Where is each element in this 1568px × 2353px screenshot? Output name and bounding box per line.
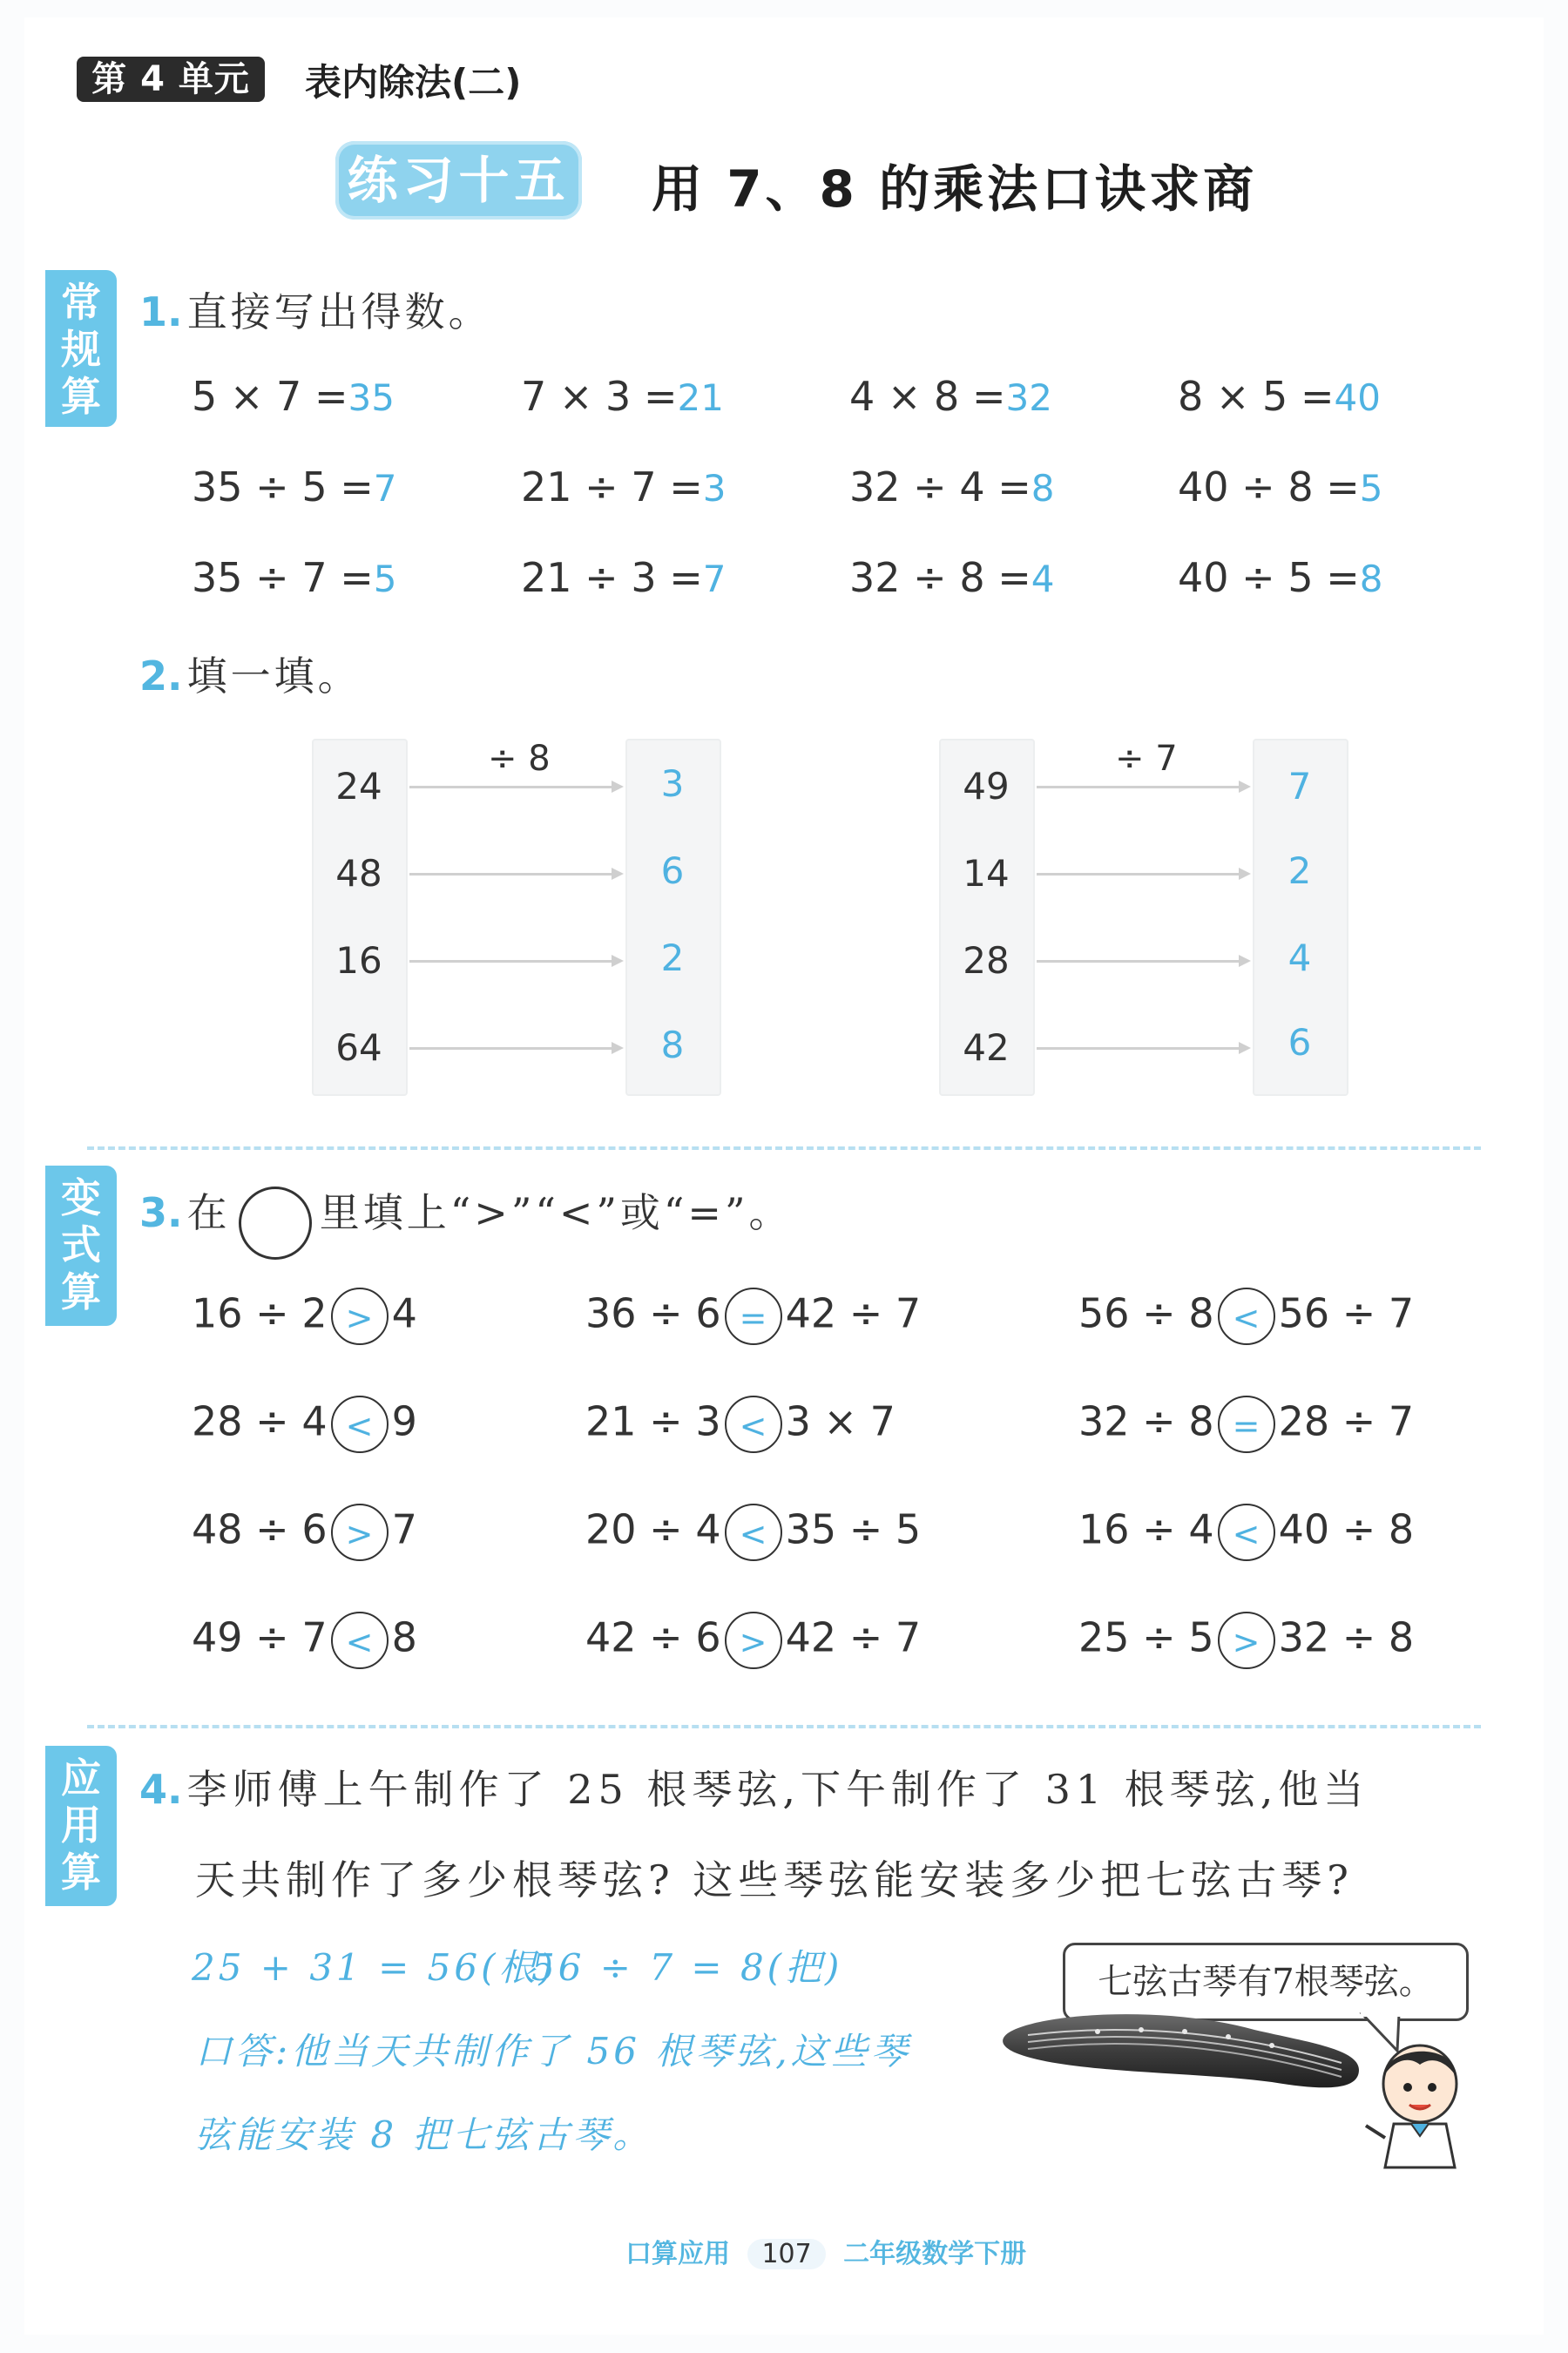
compare-circle: < [331,1612,389,1669]
expression-text: 32 ÷ 8 [1078,1397,1214,1445]
calc-step-1: 25 + 31 = 56(根) [192,1946,557,1989]
expression-text: 42 ÷ 6 [585,1613,721,1661]
operator-label: ÷ 8 [488,739,551,779]
tab-char: 变 [61,1174,101,1221]
expression-text: 49 ÷ 7 [192,1613,328,1661]
arrow [409,1047,620,1050]
output-answer: 4 [1288,936,1312,979]
output-answer: 2 [1288,849,1312,892]
question-text: 在 [186,1189,231,1236]
tab-char: 算 [61,1849,101,1896]
q1-item [192,554,397,601]
tab-char: 应 [61,1755,101,1802]
compare-circle: > [725,1612,782,1669]
expression-text: 40 ÷ 5 = [1178,554,1360,601]
q1-item [192,373,395,420]
output-answer: 6 [1288,1021,1312,1064]
section-divider [87,1725,1481,1728]
tab-char: 常 [61,279,101,326]
compare-circle: > [1218,1612,1275,1669]
output-answer: 7 [1288,765,1312,808]
arrow [409,786,620,788]
lesson-title: 用 7、8 的乘法口诀求商 [652,159,1258,219]
arrow [1037,873,1247,876]
compare-item [192,1504,417,1561]
answer: 5 [373,558,397,600]
tab-applied [45,1746,117,1906]
answer: 7 [702,558,727,600]
answer: 7 [373,467,397,510]
expression-text: 21 ÷ 3 [585,1397,721,1445]
tab-char: 规 [61,326,101,373]
expression-text: 9 [391,1397,417,1445]
expression-text: 32 ÷ 8 = [849,554,1031,601]
q1-item [192,463,397,510]
arrow [1037,960,1247,963]
compare-item [192,1396,417,1453]
answer-line-1: 口答:他当天共制作了 56 根琴弦,这些琴 [195,2030,911,2072]
guqin-icon [993,1951,1376,2108]
compare-item [585,1288,921,1345]
lesson-badge: 练习十五 [335,141,582,220]
answer: 8 [1031,467,1055,510]
answer: 32 [1005,376,1052,419]
question-number: 1. [139,288,183,335]
expression-text: 35 ÷ 5 = [192,463,374,510]
expression-text: 42 ÷ 7 [785,1289,922,1337]
q4-line2: 天共制作了多少根琴弦? 这些琴弦能安装多少把七弦古琴? [195,1856,1354,1903]
compare-item [1078,1504,1414,1561]
question-number: 4. [139,1766,183,1813]
compare-item [1078,1396,1414,1453]
expression-text: 40 ÷ 8 [1278,1505,1415,1553]
expression-text: 42 ÷ 7 [785,1613,922,1661]
unit-title: 表内除法(二) [305,61,522,104]
empty-circle-icon [239,1187,312,1260]
expression-text: 35 ÷ 5 [785,1505,922,1553]
q1-item [521,373,724,420]
answer: 40 [1334,376,1381,419]
arrow [409,960,620,963]
expression-text: 48 ÷ 6 [192,1505,328,1553]
q1-item [1178,373,1381,420]
arrow [1037,1047,1247,1050]
compare-item [585,1396,896,1453]
expression-text: 25 ÷ 5 [1078,1613,1214,1661]
expression-text: 5 × 7 = [192,373,348,420]
expression-text: 36 ÷ 6 [585,1289,721,1337]
compare-circle: < [725,1504,782,1561]
compare-item [1078,1612,1414,1669]
q3-heading [139,1181,793,1260]
expression-text: 21 ÷ 7 = [521,463,703,510]
footer-grade: 二年级数学下册 [843,2239,1027,2269]
expression-text: 35 ÷ 7 = [192,554,374,601]
input-value: 24 [335,765,382,808]
question-text: 填一填。 [186,652,362,700]
arrow [1037,786,1247,788]
input-value: 16 [335,939,382,982]
expression-text: 16 ÷ 4 [1078,1505,1214,1553]
expression-text: 8 × 5 = [1178,373,1335,420]
q1-item [521,554,727,601]
question-text: 李师傅上午制作了 25 根琴弦,下午制作了 31 根琴弦,他当 [186,1766,1369,1813]
unit-badge: 第 4 单元 [77,57,265,102]
q1-item [1178,554,1383,601]
compare-item [192,1612,417,1669]
input-value: 48 [335,852,382,895]
compare-item [585,1612,921,1669]
question-number: 2. [139,652,183,700]
tab-routine [45,270,117,427]
tab-char: 式 [61,1221,101,1268]
boy-character-icon [1359,2030,1481,2169]
question-text: 里填上“>”“<”或“=”。 [319,1189,793,1236]
compare-circle: > [331,1288,389,1345]
compare-item [585,1504,921,1561]
expression-text: 8 [391,1613,417,1661]
input-value: 64 [335,1026,382,1069]
input-value: 14 [963,852,1010,895]
calc-step-2: 56 ÷ 7 = 8(把) [531,1946,843,1989]
expression-text: 28 ÷ 7 [1278,1397,1415,1445]
compare-circle: < [331,1396,389,1453]
answer: 4 [1031,558,1055,600]
compare-circle: > [331,1504,389,1561]
input-value: 28 [963,939,1010,982]
compare-circle: = [725,1288,782,1345]
answer: 21 [677,376,724,419]
answer: 8 [1359,558,1383,600]
q1-item [1178,463,1383,510]
answer: 35 [348,376,395,419]
expression-text: 4 [391,1289,417,1337]
input-value: 49 [963,765,1010,808]
q1-item [849,463,1055,510]
footer [625,2232,1026,2270]
expression-text: 56 ÷ 7 [1278,1289,1415,1337]
expression-text: 4 × 8 = [849,373,1006,420]
q4-line1 [139,1758,1369,1815]
input-value: 42 [963,1026,1010,1069]
output-answer: 6 [660,849,685,892]
answer: 3 [702,467,727,510]
compare-circle: < [1218,1288,1275,1345]
operator-label: ÷ 7 [1115,739,1178,779]
output-answer: 3 [660,762,685,805]
speech-bubble: 七弦古琴有7根琴弦。 [1063,1943,1469,2021]
q1-item [521,463,727,510]
expression-text: 21 ÷ 3 = [521,554,703,601]
q2-heading [139,645,362,702]
question-number: 3. [139,1189,183,1236]
expression-text: 20 ÷ 4 [585,1505,721,1553]
q1-heading [139,281,492,338]
expression-text: 16 ÷ 2 [192,1289,328,1337]
tab-variant [45,1166,117,1326]
expression-text: 32 ÷ 8 [1278,1613,1415,1661]
expression-text: 7 × 3 = [521,373,678,420]
expression-text: 7 [391,1505,417,1553]
output-answer: 2 [660,936,685,979]
footer-book-title: 口算应用 [625,2239,730,2269]
tab-char: 算 [61,1268,101,1315]
compare-item [192,1288,417,1345]
page-number: 107 [747,2239,825,2269]
expression-text: 56 ÷ 8 [1078,1289,1214,1337]
compare-circle: < [725,1396,782,1453]
expression-text: 28 ÷ 4 [192,1397,328,1445]
tab-char: 算 [61,373,101,420]
q1-item [849,373,1052,420]
arrow [409,873,620,876]
compare-circle: < [1218,1504,1275,1561]
answer-line-2: 弦能安装 8 把七弦古琴。 [195,2113,653,2156]
answer: 5 [1359,467,1383,510]
output-answer: 8 [660,1024,685,1066]
compare-item [1078,1288,1414,1345]
q1-item [849,554,1055,601]
question-text: 直接写出得数。 [186,288,492,335]
expression-text: 32 ÷ 4 = [849,463,1031,510]
expression-text: 40 ÷ 8 = [1178,463,1360,510]
expression-text: 3 × 7 [785,1397,896,1445]
section-divider [87,1146,1481,1150]
compare-circle: = [1218,1396,1275,1453]
tab-char: 用 [61,1802,101,1849]
